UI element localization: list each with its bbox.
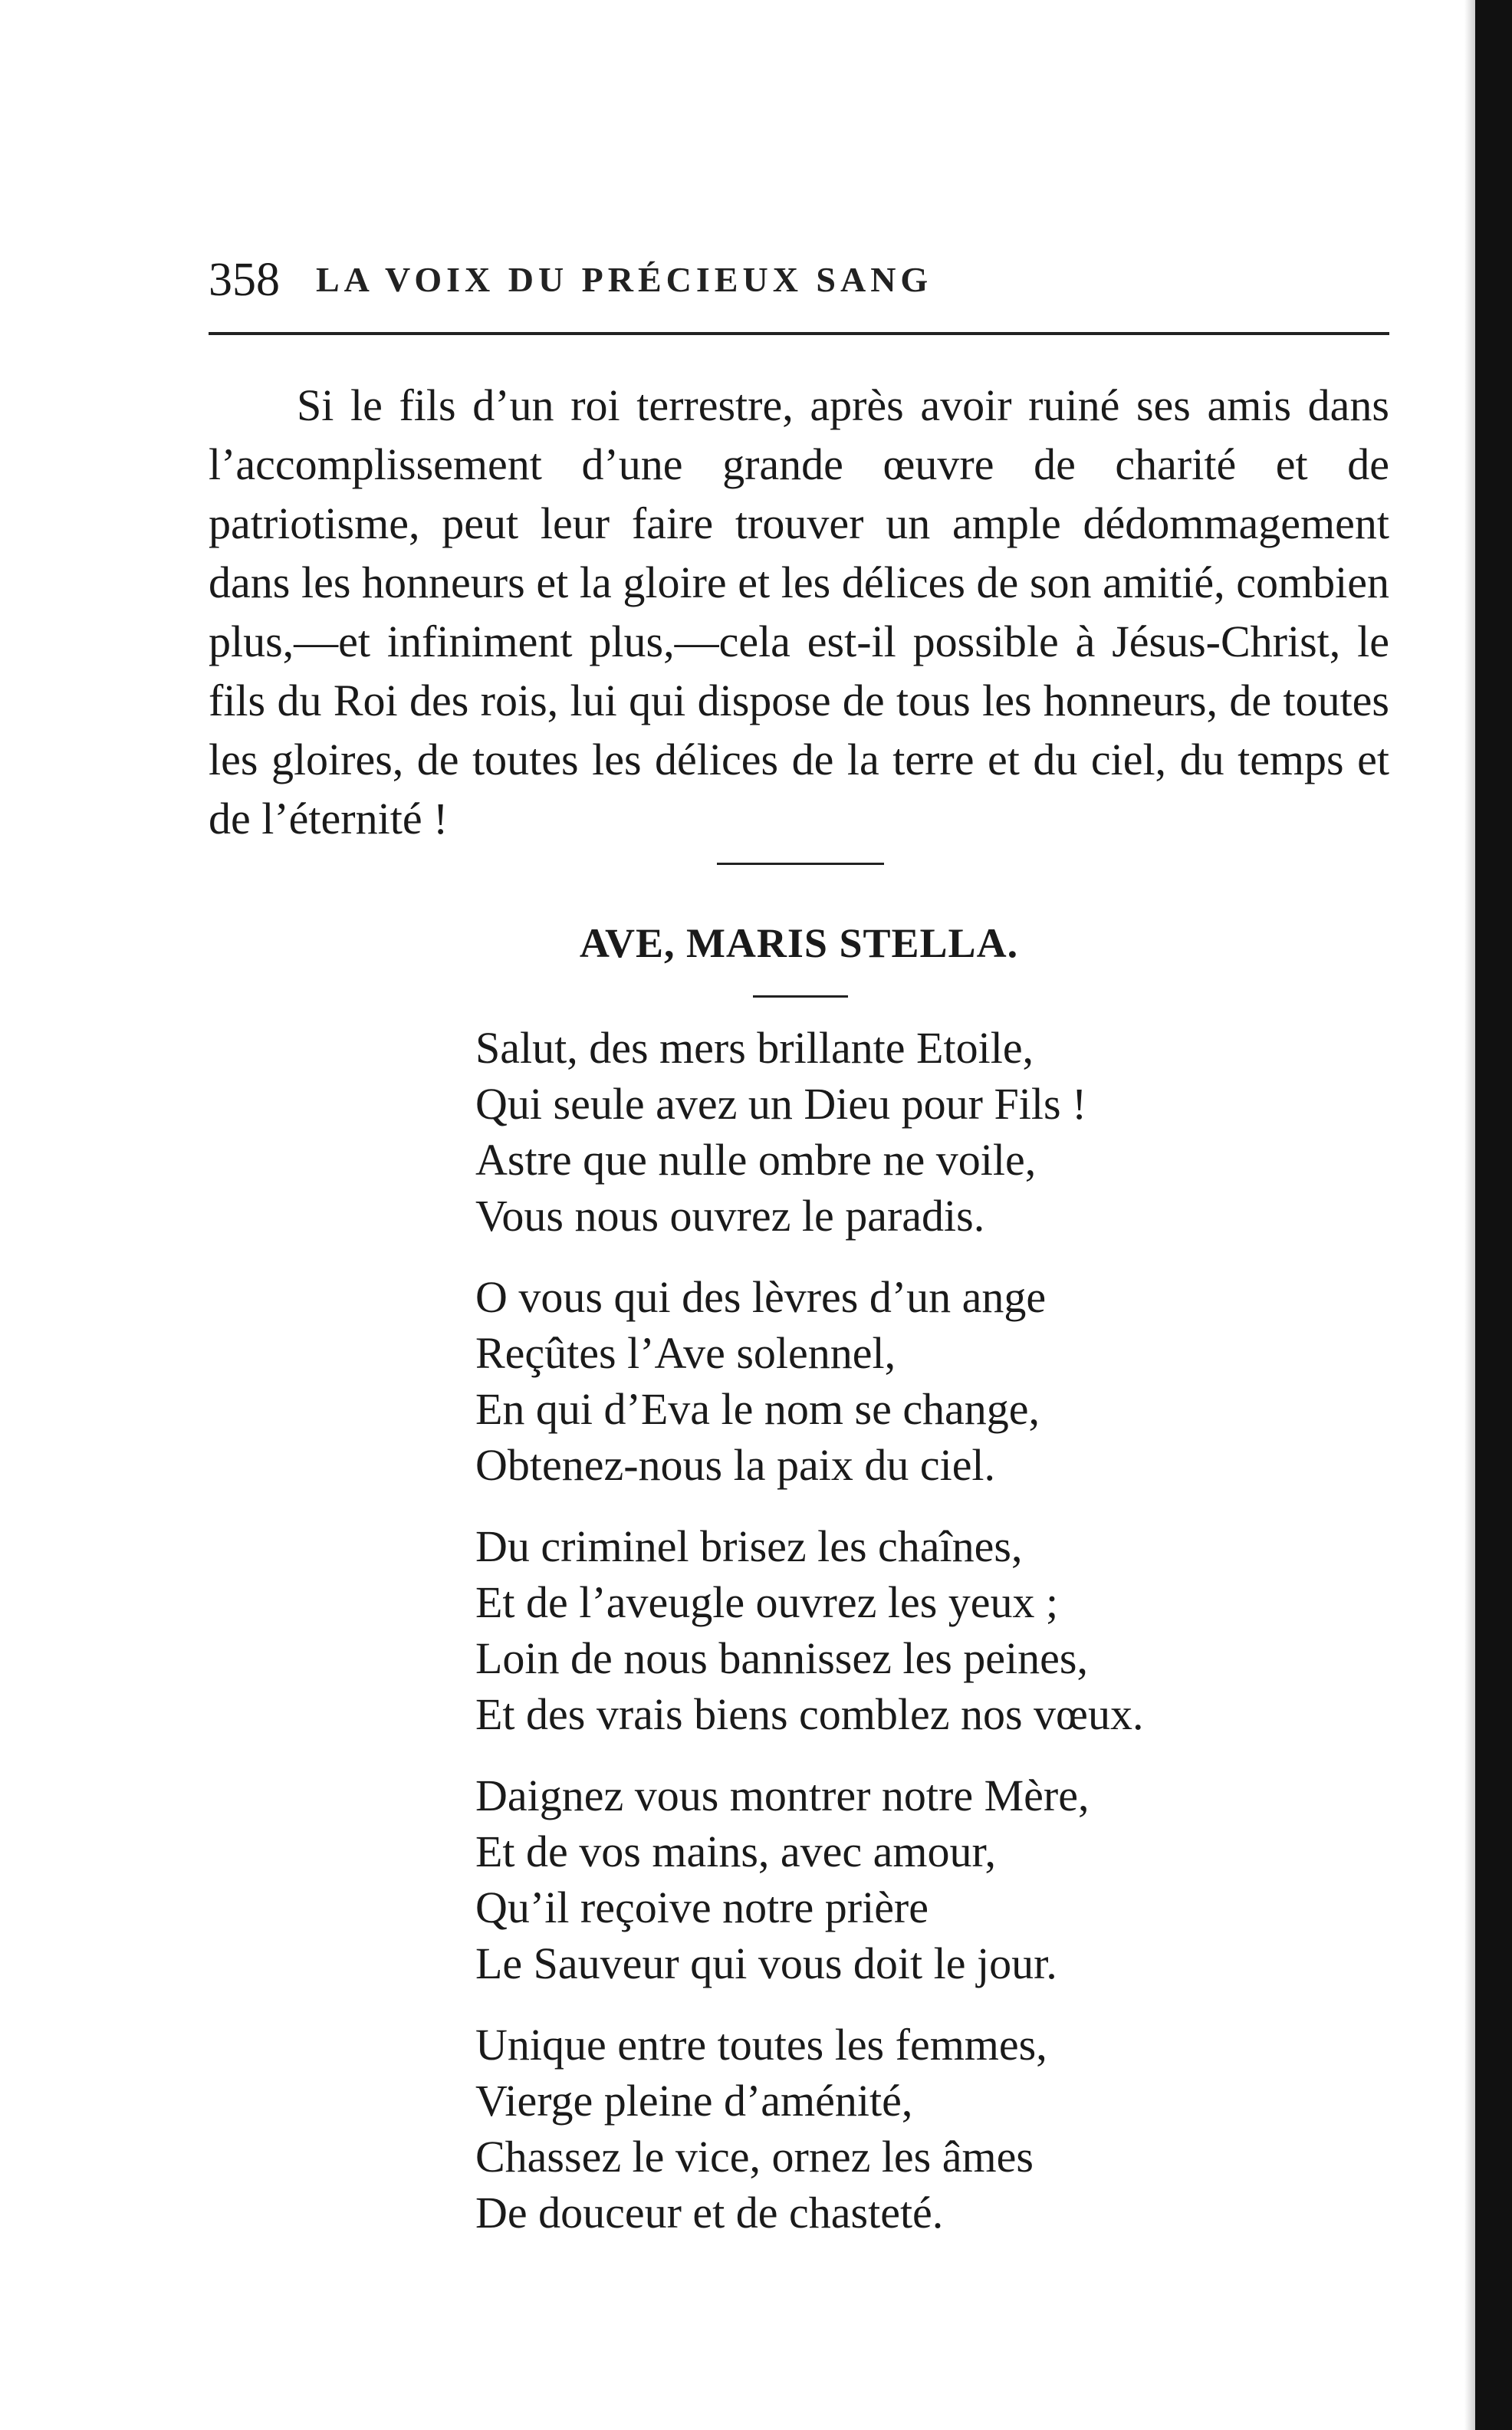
- page-edge-shadow: [1464, 0, 1475, 2430]
- verse-line: Daignez vous montrer notre Mère,: [475, 1771, 1090, 1820]
- running-title: LA VOIX DU PRÉCIEUX SANG: [316, 260, 933, 299]
- page-number: 358: [209, 254, 280, 306]
- verse-line: Chassez le vice, ornez les âmes: [475, 2132, 1034, 2182]
- verse-line: Obtenez-nous la paix du ciel.: [475, 1440, 996, 1490]
- verse-line: Unique entre toutes les femmes,: [475, 2020, 1047, 2070]
- verse-line: Et de vos mains, avec amour,: [475, 1827, 996, 1876]
- stanza-3: [475, 1518, 1395, 1742]
- verse-line: Vous nous ouvrez le paradis.: [475, 1191, 985, 1241]
- stanza-4: [475, 1767, 1395, 1991]
- verse-line: Loin de nous bannissez les peines,: [475, 1633, 1088, 1683]
- verse-line: Reçûtes l’Ave solennel,: [475, 1328, 896, 1378]
- stanza-1: [475, 1020, 1395, 1244]
- header-rule: [209, 332, 1389, 335]
- verse-line: O vous qui des lèvres d’un ange: [475, 1272, 1047, 1322]
- verse-line: Qu’il reçoive notre prière: [475, 1883, 929, 1932]
- hymn-title: AVE, MARIS STELLA.: [579, 920, 1019, 966]
- verse-line: Le Sauveur qui vous doit le jour.: [475, 1938, 1057, 1988]
- verse-line: Du criminel brisez les chaînes,: [475, 1521, 1023, 1571]
- page-header: [209, 245, 1393, 314]
- page-edge-border: [1475, 0, 1512, 2430]
- stanza-2: [475, 1269, 1395, 1493]
- body-paragraph: Si le fils d’un roi terrestre, après avoir ruiné ses amis dans l’accomplissement d’une grande œuvre de charité et de patriotisme, peut leur faire trouver un ample dédommagement dans les honneurs et la gloire et les délices de son amitié, combien plus,—et infiniment plus,—cela est-il possible à Jésus-Christ, le fils du Roi des rois, lui qui dispose de tous les honneurs, de toutes les gloires, de toutes les délices de la terre et du ciel, du temps et de l’éternité !: [209, 380, 1389, 843]
- verse-line: Qui seule avez un Dieu pour Fils !: [475, 1079, 1087, 1129]
- verse-line: Et des vrais biens comblez nos vœux.: [475, 1689, 1144, 1739]
- stanza-5: [475, 2017, 1395, 2241]
- verse-line: Astre que nulle ombre ne voile,: [475, 1135, 1037, 1185]
- verse-line: En qui d’Eva le nom se change,: [475, 1384, 1040, 1434]
- verse-line: Et de l’aveugle ouvrez les yeux ;: [475, 1577, 1059, 1627]
- title-underline: [753, 995, 848, 998]
- section-divider: [717, 863, 884, 865]
- verse-line: Salut, des mers brillante Etoile,: [475, 1023, 1034, 1073]
- verse-line: Vierge pleine d’aménité,: [475, 2076, 913, 2126]
- verse-line: De douceur et de chasteté.: [475, 2188, 944, 2238]
